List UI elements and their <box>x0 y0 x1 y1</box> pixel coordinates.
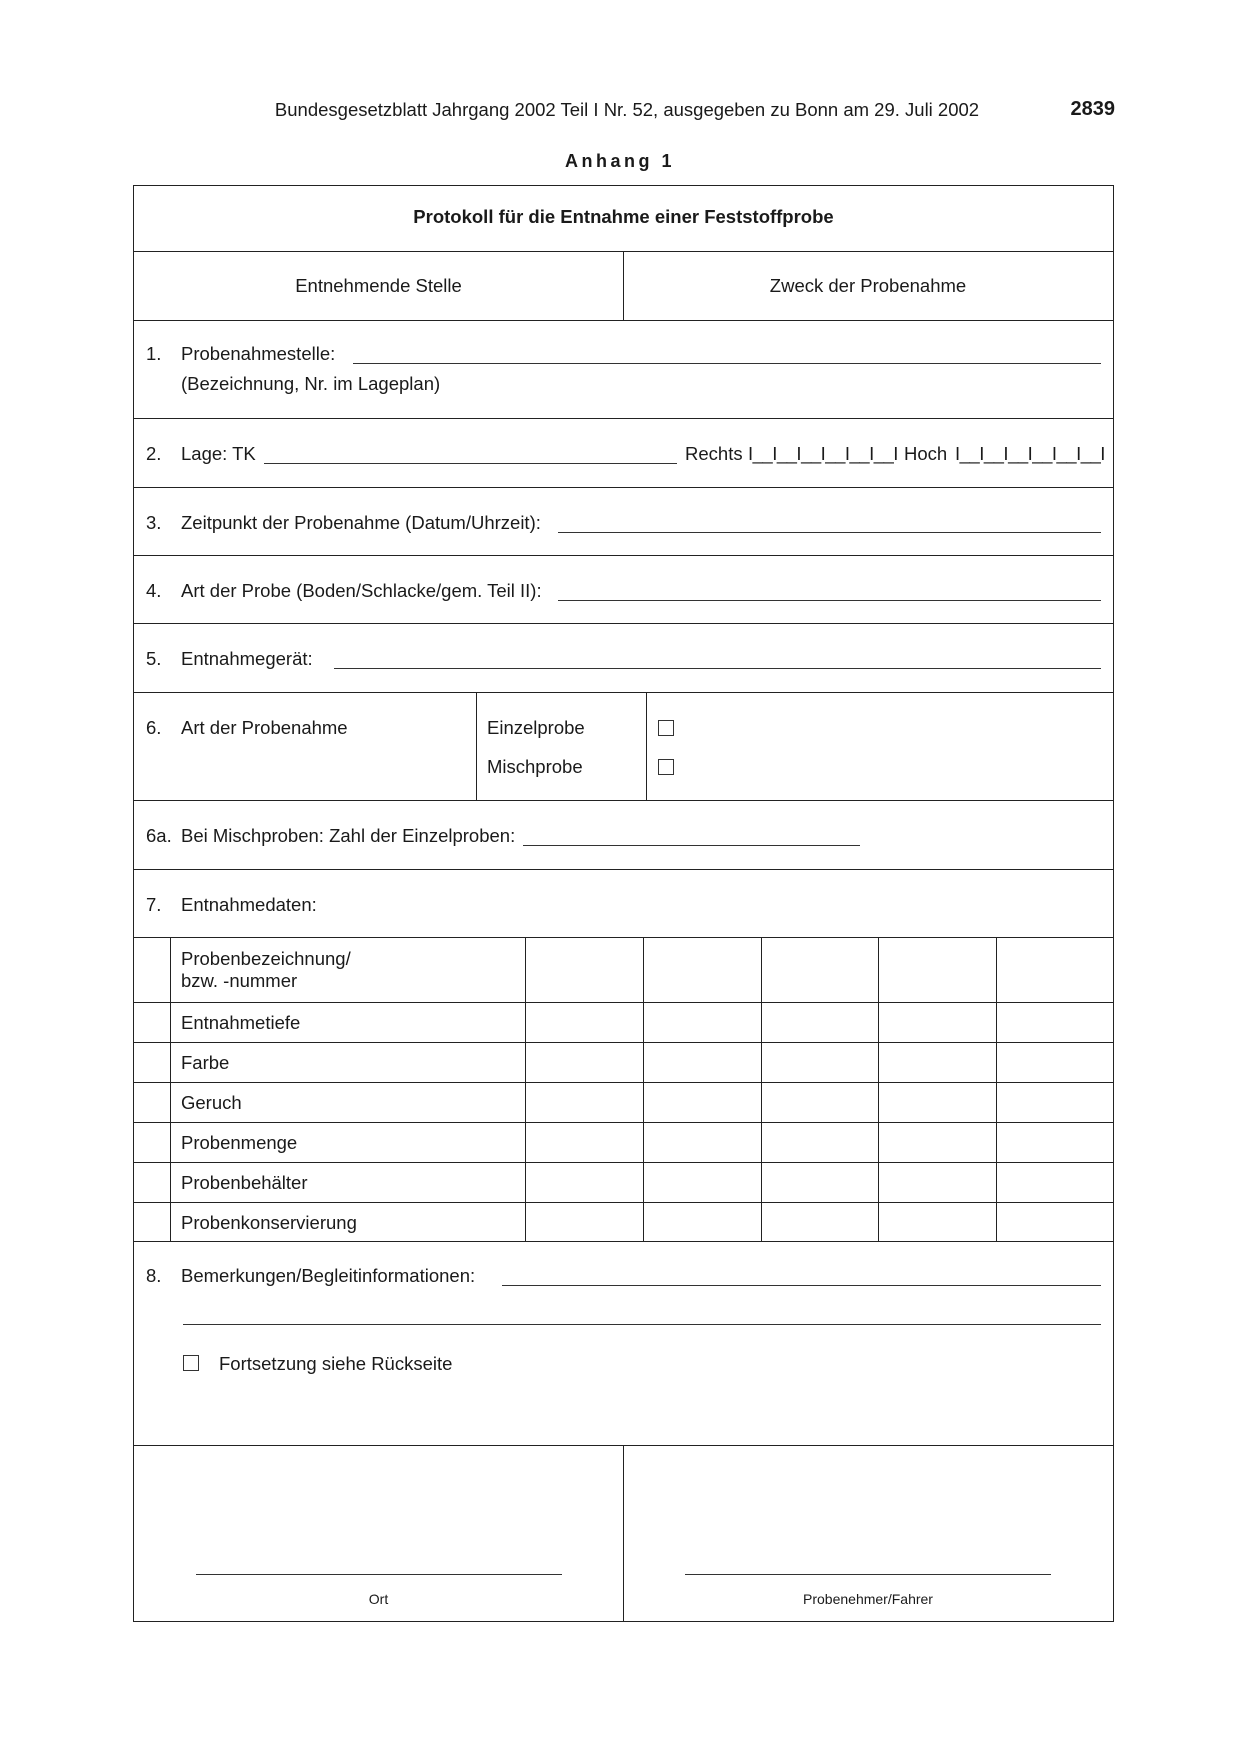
divider <box>476 693 477 801</box>
item-2-row <box>134 419 1113 488</box>
item-number: 5. <box>146 648 162 669</box>
ort-signature-line[interactable] <box>196 1574 562 1575</box>
header-columns-row <box>134 252 1113 321</box>
item-4-row <box>134 556 1113 624</box>
rechts-digit-boxes[interactable]: I__I__I__I__I__I__I <box>748 443 898 464</box>
table-divider <box>170 938 171 1242</box>
table-row-divider <box>134 1042 1113 1043</box>
appendix-title: Anhang 1 <box>564 151 675 171</box>
bemerkungen-label: Bemerkungen/Begleitinformationen: <box>181 1265 476 1286</box>
row-label-farbe: Farbe <box>181 1052 230 1073</box>
sampling-protocol-form <box>133 185 1114 1622</box>
item-5-row <box>134 624 1113 693</box>
einzelprobe-checkbox[interactable] <box>658 720 674 736</box>
item-number: 6a. <box>146 825 172 846</box>
probenahmestelle-sublabel: (Bezeichnung, Nr. im Lageplan) <box>181 373 441 394</box>
table-row-divider <box>134 1122 1113 1123</box>
probenehmer-label: Probenehmer/Fahrer <box>803 1591 933 1607</box>
item-number: 7. <box>146 894 162 915</box>
table-row-divider <box>134 1002 1113 1003</box>
bemerkungen-field-line-1[interactable] <box>502 1285 1101 1286</box>
gazette-header: Bundesgesetzblatt Jahrgang 2002 Teil I Nr. 52, ausgegeben zu Bonn am 29. Juli 2002 <box>274 99 980 120</box>
art-der-probe-field[interactable] <box>558 600 1101 601</box>
art-der-probe-label: Art der Probe (Boden/Schlacke/gem. Teil II): <box>181 580 542 601</box>
page-number: 2839 <box>1070 98 1115 120</box>
table-row-divider <box>134 1082 1113 1083</box>
lage-label: Lage: TK <box>181 443 256 464</box>
table-row-divider <box>134 1202 1113 1203</box>
item-6a-row <box>134 801 1113 870</box>
signature-row <box>134 1446 1113 1622</box>
ort-label: Ort <box>368 1591 389 1607</box>
row-label-probenbezeichnung: Probenbezeichnung/ bzw. -nummer <box>181 948 351 991</box>
hoch-digit-boxes[interactable]: I__I__I__I__I__I__I <box>955 443 1105 464</box>
divider <box>646 693 647 801</box>
item-number: 3. <box>146 512 162 533</box>
entnahmedaten-table <box>134 938 1113 1242</box>
entnehmende-stelle-label: Entnehmende Stelle <box>295 275 462 296</box>
row-label-probenbehaelter: Probenbehälter <box>181 1172 308 1193</box>
item-number: 8. <box>146 1265 162 1286</box>
zeitpunkt-label: Zeitpunkt der Probenahme (Datum/Uhrzeit): <box>181 512 541 533</box>
mischprobe-label: Mischprobe <box>487 756 583 777</box>
zeitpunkt-field[interactable] <box>558 532 1101 533</box>
form-title: Protokoll für die Entnahme einer Feststoffprobe <box>413 206 834 227</box>
art-der-probenahme-label: Art der Probenahme <box>181 717 348 738</box>
item-1-row <box>134 321 1113 419</box>
bemerkungen-field-line-2[interactable] <box>183 1324 1101 1325</box>
item-number: 2. <box>146 443 162 464</box>
einzelprobe-label: Einzelprobe <box>487 717 585 738</box>
fortsetzung-label: Fortsetzung siehe Rückseite <box>219 1353 453 1374</box>
table-divider <box>525 938 526 1242</box>
row-label-geruch: Geruch <box>181 1092 242 1113</box>
rechts-label: Rechts <box>685 443 743 464</box>
table-divider <box>643 938 644 1242</box>
probenahmestelle-label: Probenahmestelle: <box>181 343 336 364</box>
item-3-row <box>134 488 1113 556</box>
probenehmer-signature-line[interactable] <box>685 1574 1051 1575</box>
table-divider <box>761 938 762 1242</box>
row-label-probenmenge: Probenmenge <box>181 1132 298 1153</box>
table-divider <box>878 938 879 1242</box>
item-number: 6. <box>146 717 162 738</box>
entnahmegeraet-label: Entnahmegerät: <box>181 648 313 669</box>
item-number: 1. <box>146 343 162 364</box>
form-title-row <box>134 186 1113 252</box>
table-row-divider <box>134 1162 1113 1163</box>
hoch-label: Hoch <box>904 443 948 464</box>
zahl-der-einzelproben-field[interactable] <box>523 845 860 846</box>
zweck-label: Zweck der Probenahme <box>769 275 967 296</box>
entnahmegeraet-field[interactable] <box>334 668 1101 669</box>
item-6-row <box>134 693 1113 801</box>
tk-field[interactable] <box>264 463 677 464</box>
item-7-row <box>134 870 1113 938</box>
mischprobe-checkbox[interactable] <box>658 759 674 775</box>
table-divider <box>996 938 997 1242</box>
item-number: 4. <box>146 580 162 601</box>
probenahmestelle-field[interactable] <box>353 363 1101 364</box>
row-label-probenkonservierung: Probenkonservierung <box>181 1212 357 1233</box>
zahl-der-einzelproben-label: Bei Mischproben: Zahl der Einzelproben: <box>181 825 516 846</box>
item-8-row <box>134 1242 1113 1446</box>
row-label-entnahmetiefe: Entnahmetiefe <box>181 1012 301 1033</box>
entnahmedaten-label: Entnahmedaten: <box>181 894 317 915</box>
fortsetzung-checkbox[interactable] <box>183 1355 199 1371</box>
